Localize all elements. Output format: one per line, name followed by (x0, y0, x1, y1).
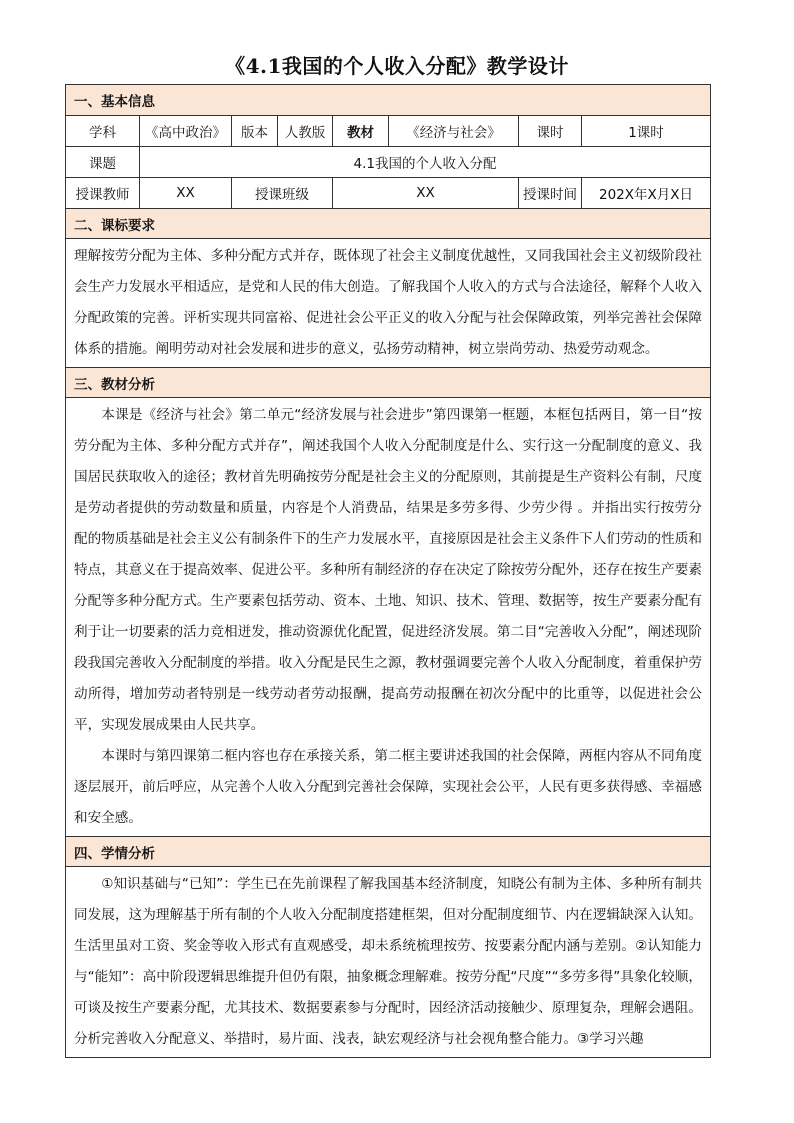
subject-value: 《高中政治》 (140, 116, 232, 147)
edition-label: 版本 (232, 116, 278, 147)
time-value: 202X年X月X日 (582, 178, 711, 209)
page-title: 《4.1我国的个人收入分配》教学设计 (225, 54, 569, 78)
textbook-label: 教材 (333, 116, 389, 147)
time-label: 授课时间 (519, 178, 582, 209)
standards-paragraph: 理解按劳分配为主体、多种分配方式并存，既体现了社会主义制度优越性，又同我国社会主义初级阶段社会生产力发展水平相适应，是党和人民的伟大创造。了解我国个人收入的方式与合法途径，解释个人收入分配政策的完善。评析实现共同富裕、促进社会公平正义的收入分配与社会保障政策，列举完善社会保障体系的措施。阐明劳动对社会发展和进步的意义，弘扬劳动精神，树立崇尚劳动、热爱劳动观念。 (74, 248, 702, 357)
lesson-plan-table (65, 84, 711, 1058)
topic-value: 4.1我国的个人收入分配 (140, 147, 711, 178)
class-value: XX (333, 178, 519, 209)
textbook-analysis-cell (66, 398, 711, 837)
textbook-paragraph: 本课是《经济与社会》第二单元“经济发展与社会进步”第四课第一框题，本框包括两目，第一目“按劳分配为主体、多种分配方式并存”，阐述我国个人收入分配制度是什么、实行这一分配制度的意义、我国居民获取收入的途径；教材首先明确按劳分配是社会主义的分配原则，其前提是生产资料公有制，尺度是劳动者提供的劳动数量和质量，内容是个人消费品，结果是多劳多得、少劳少得 。并指出实行按劳分配的物质基础是社会主义公有制条件下的生产力发展水平，直接原因是社会主义条件下人们劳动的性质和特点，其意义在于提高效率、促进公平。多种所有制经济的存在决定了除按劳分配外，还存在按生产要素分配等多种分配方式。生产要素包括劳动、资本、土地、知识、技术、管理、数据等，按生产要素分配有利于让一切要素的活力竞相迸发，推动资源优化配置，促进经济发展。第二目“完善收入分配”，阐述现阶段我国完善收入分配制度的举措。收入分配是民生之源，教材强调要完善个人收入分配制度，着重保护劳动所得，增加劳动者特别是一线劳动者劳动报酬，提高劳动报酬在初次分配中的比重等，以促进社会公平，实现发展成果由人民共享。 (74, 407, 702, 733)
topic-label: 课题 (66, 147, 140, 178)
edition-value: 人教版 (278, 116, 333, 147)
textbook-value: 《经济与社会》 (389, 116, 519, 147)
teacher-label: 授课教师 (66, 178, 140, 209)
standards-text-cell (66, 239, 711, 368)
textbook-paragraph: 本课时与第四课第二框内容也存在承接关系，第二框主要讲述我国的社会保障，两框内容从不同角度逐层展开，前后呼应，从完善个人收入分配到完善社会保障，实现社会公平，人民有更多获得感、幸福感和安全感。 (74, 748, 702, 826)
section-standards: 二、课标要求 (66, 209, 711, 239)
hours-value: 1课时 (582, 116, 711, 147)
hours-label: 课时 (519, 116, 582, 147)
section-textbook-analysis: 三、教材分析 (66, 368, 711, 398)
section-learner-analysis: 四、学情分析 (66, 837, 711, 867)
section-basic-info: 一、基本信息 (66, 85, 711, 116)
class-label: 授课班级 (232, 178, 333, 209)
learner-analysis-cell (66, 867, 711, 1058)
subject-label: 学科 (66, 116, 140, 147)
teacher-value: XX (140, 178, 232, 209)
learner-paragraph: ①知识基础与“已知”：学生已在先前课程了解我国基本经济制度，知晓公有制为主体、多种所有制共同发展，这为理解基于所有制的个人收入分配制度搭建框架，但对分配制度细节、内在逻辑缺深入认知。生活里虽对工资、奖金等收入形式有直观感受，却未系统梳理按劳、按要素分配内涵与差别。②认知能力与“能知”：高中阶段逻辑思维提升但仍有限，抽象概念理解难。按劳分配“尺度”“多劳多得”具象化较顺，可谈及按生产要素分配，尤其技术、数据要素参与分配时，因经济活动接触少、原理复杂，理解会遇阻。分析完善收入分配意义、举措时，易片面、浅表，缺宏观经济与社会视角整合能力。③学习兴趣 (74, 876, 702, 1047)
